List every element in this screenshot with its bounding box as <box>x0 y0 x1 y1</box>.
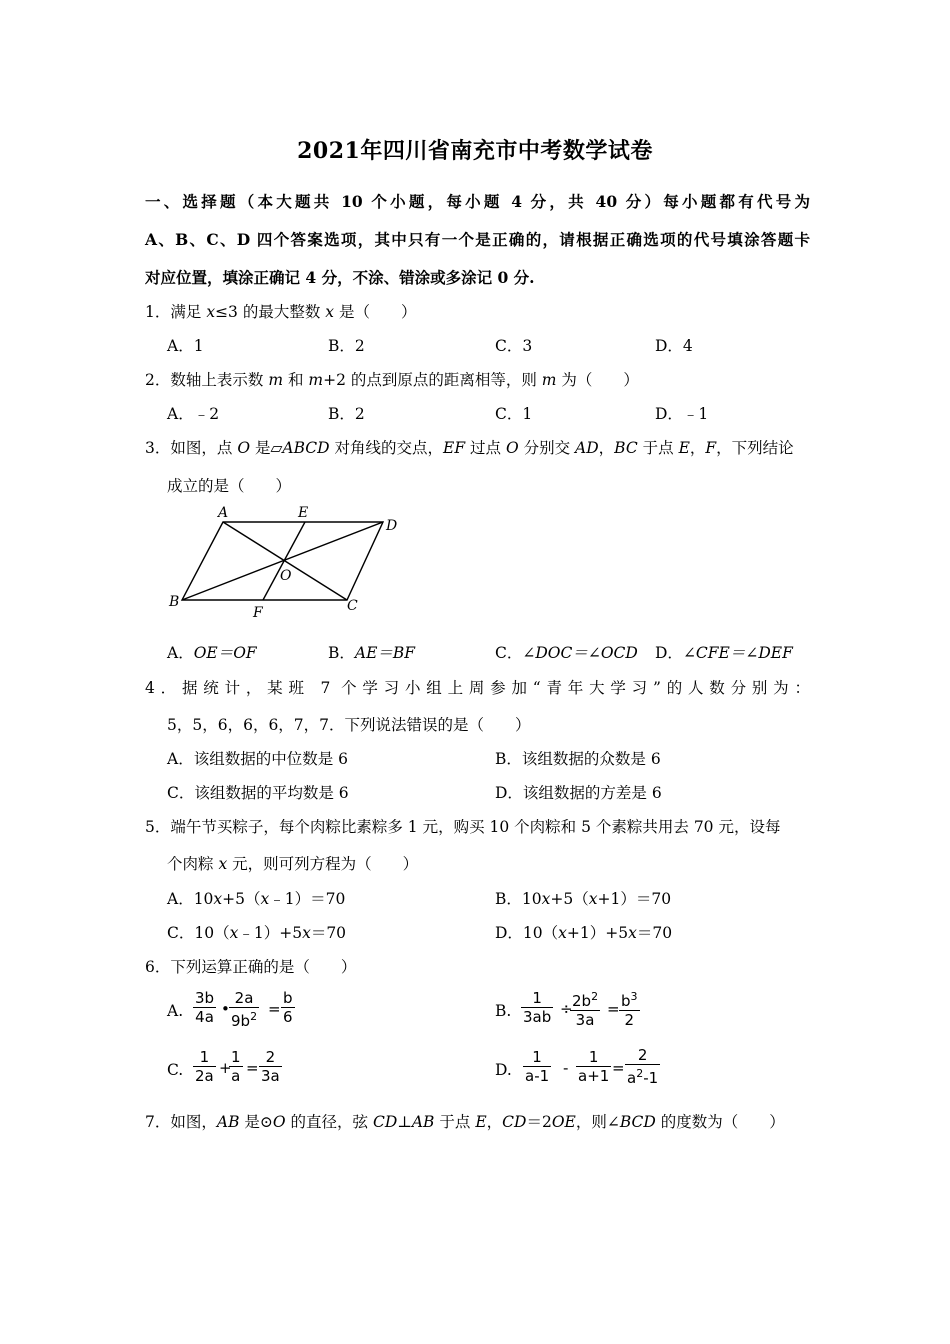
question-4: 4．据统计，某班 7 个学习小组上周参加“青年大学习”的人数分别为： <box>145 679 810 697</box>
q6-a-equals: = <box>268 1000 281 1018</box>
question-number: 1． <box>145 303 171 321</box>
q1-option-d: D．4 <box>655 337 693 355</box>
q2-option-a: A．﹣2 <box>167 405 220 423</box>
question-6: 6．下列运算正确的是（ ） <box>145 958 357 976</box>
q6-d-operator: - <box>563 1059 569 1077</box>
q6-option-b-label: B. <box>495 1002 512 1020</box>
question-3: 3．如图，点 O 是▱ABCD 对角线的交点，EF 过点 O 分别交 AD，BC 于点 E，F，下列结论 <box>145 439 794 457</box>
q1-option-b: B．2 <box>328 337 365 355</box>
q6-a-operator: • <box>221 1000 230 1018</box>
question-2: 2．数轴上表示数 m 和 m+2 的点到原点的距离相等，则 m 为（ ） <box>145 371 639 389</box>
q6-a-fraction-1: $\frac{3b}{4a}$ <box>195 989 215 1026</box>
question-1: 1．满足 x≤3 的最大整数 x 是（ ） <box>145 303 417 321</box>
q6-c-fraction-1: $\frac{1}{2a}$ <box>195 1048 214 1085</box>
q3-option-c: C．∠DOC＝∠OCD <box>495 644 638 662</box>
q6-b-fraction-1: $\frac{1}{3ab}$ <box>523 989 552 1026</box>
q6-b-fraction-3: $\frac{b^3}{2}$ <box>621 990 638 1029</box>
q2-option-d: D．﹣1 <box>655 405 709 423</box>
page-title: 2021年四川省南充市中考数学试卷 <box>297 138 653 164</box>
q6-b-operator: ÷ <box>560 1000 573 1018</box>
question-3-line2: 成立的是（ ） <box>167 477 292 495</box>
label-d: D <box>386 518 398 534</box>
q5-option-d: D．10（x+1）+5x＝70 <box>495 924 673 942</box>
q6-d-equals: = <box>612 1059 625 1077</box>
q6-c-operator: + <box>219 1059 232 1077</box>
parallelogram-figure <box>160 500 420 625</box>
q6-d-fraction-1: $\frac{1}{a-1}$ <box>525 1048 550 1085</box>
question-7: 7．如图，AB 是⊙O 的直径，弦 CD⊥AB 于点 E，CD＝2OE，则∠BCD 的度数为（ ） <box>145 1113 785 1131</box>
q5-option-b: B．10x+5（x+1）＝70 <box>495 890 672 908</box>
q2-option-c: C．1 <box>495 405 533 423</box>
question-5-line2: 个肉粽 x 元，则可列方程为（ ） <box>167 855 419 873</box>
label-c: C <box>347 598 358 614</box>
q5-option-a: A．10x+5（x﹣1）＝70 <box>167 890 346 908</box>
q3-option-b: B．AE＝BF <box>328 644 416 662</box>
q6-a-fraction-3: $\frac{b}{6}$ <box>283 989 293 1026</box>
q6-b-fraction-2: $\frac{2b^2}{3a}$ <box>572 990 599 1029</box>
label-b: B <box>169 594 180 610</box>
q1-option-c: C．3 <box>495 337 533 355</box>
label-e: E <box>298 505 309 521</box>
q5-option-c: C．10（x﹣1）+5x＝70 <box>167 924 347 942</box>
q4-option-a: A．该组数据的中位数是 6 <box>167 750 348 768</box>
q2-option-b: B．2 <box>328 405 365 423</box>
q6-c-fraction-3: $\frac{2}{3a}$ <box>261 1048 280 1085</box>
label-a: A <box>218 505 229 521</box>
question-4-line2: 5，5，6，6，6，7，7．下列说法错误的是（ ） <box>167 716 531 734</box>
segment-ef <box>263 522 305 600</box>
q6-c-fraction-2: $\frac{1}{a}$ <box>231 1048 241 1085</box>
q6-b-equals: = <box>607 1000 620 1018</box>
diagonal-ac <box>223 522 347 600</box>
q4-option-b: B．该组数据的众数是 6 <box>495 750 661 768</box>
q6-option-d-label: D. <box>495 1061 512 1079</box>
q6-d-fraction-2: $\frac{1}{a+1}$ <box>578 1048 610 1085</box>
q4-option-c: C．该组数据的平均数是 6 <box>167 784 349 802</box>
label-f: F <box>253 605 263 621</box>
q3-option-d: D．∠CFE＝∠DEF <box>655 644 793 662</box>
q6-c-equals: = <box>246 1059 259 1077</box>
q3-option-a: A．OE＝OF <box>167 644 257 662</box>
q4-option-d: D．该组数据的方差是 6 <box>495 784 662 802</box>
q6-option-c-label: C. <box>167 1061 184 1079</box>
label-o: O <box>280 568 292 584</box>
section-instructions-line2: A、B、C、D 四个答案选项，其中只有一个是正确的，请根据正确选项的代号填涂答题卡 <box>145 230 810 249</box>
q1-option-a: A．1 <box>167 337 204 355</box>
section-instructions-line3: 对应位置，填涂正确记 4 分，不涂、错涂或多涂记 0 分. <box>145 268 535 287</box>
q6-option-a-label: A. <box>167 1002 184 1020</box>
section-instructions-line1: 一、选择题（本大题共 10 个小题，每小题 4 分，共 40 分）每小题都有代号为 <box>145 192 810 211</box>
q6-d-fraction-3: $\frac{2}{a^2-1}$ <box>627 1046 659 1087</box>
q6-a-fraction-2: $\frac{2a}{9b^2}$ <box>231 989 258 1030</box>
question-5: 5．端午节买粽子，每个肉粽比素粽多 1 元，购买 10 个肉粽和 5 个素粽共用去 70 元，设每 <box>145 818 781 836</box>
